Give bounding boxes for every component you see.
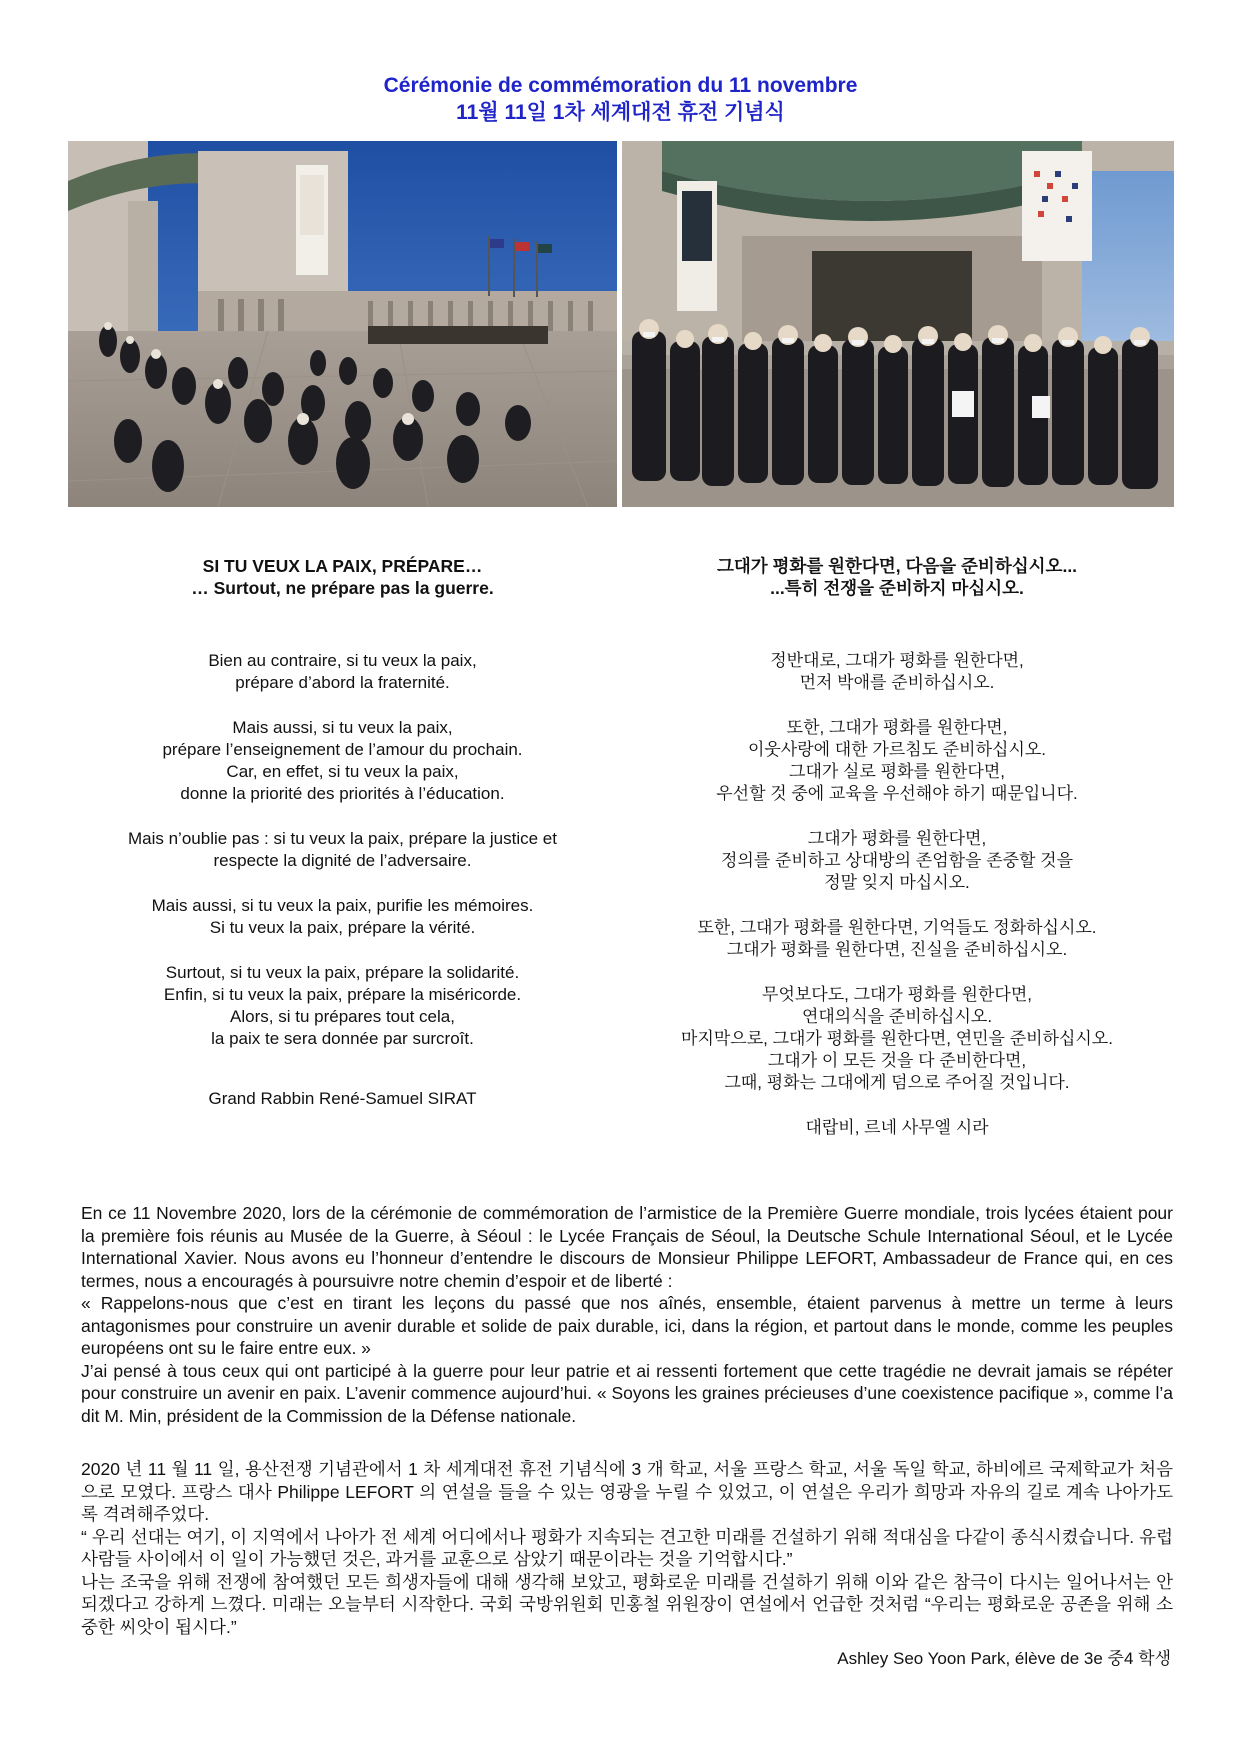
poem-line: 또한, 그대가 평화를 원한다면, 기억들도 정화하십시오. [697,918,1097,937]
article-quote: « Rappelons-nous que c’est en tirant les leçons du passé que nos aînés, ensemble, étaient parvenus à mettre un terme à leurs antagonismes pour construire un avenir durable et solide de paix durable, ici, dans la région, et partout dans le monde, comme les peuples européens ont su le faire entre eux. » [81,1293,1173,1358]
poem-line: Mais aussi, si tu veux la paix, [232,718,453,737]
article-paragraph: 2020 년 11 월 11 일, 용산전쟁 기념관에서 1 차 세계대전 휴전 기념식에 3 개 학교, 서울 프랑스 학교, 서울 독일 학교, 하비에르 국제학교가 처음으로 모였다. 프랑스 대사 Philippe LEFORT 의 연설을 들을 수 있는 영광을 누릴 수 있었고, 이 연설은 우리가 희망과 자유의 길로 계속 나아가도록 격려해주었다. [81,1459,1173,1524]
article-french [81,1202,1173,1427]
article-paragraph: J’ai pensé à tous ceux qui ont participé à la guerre pour leur patrie et ai ressenti fortement que cette tragédie ne devrait jamais se répéter pour construire un avenir en paix. L’avenir commence aujourd’hui. « Soyons les graines précieuses d’une coexistence pacifique », comme l’a dit M. Min, président de la Commission de la Défense nationale. [81,1360,1173,1426]
article-korean [81,1458,1173,1638]
poem-heading [622,555,1172,599]
poem-stanza [622,650,1172,694]
poem-line: prépare d’abord la fraternité. [235,673,450,692]
poem-stanza [70,650,615,694]
poem-line: Car, en effet, si tu veux la paix, [226,762,459,781]
poem-line: respecte la dignité de l’adversaire. [213,851,472,870]
poem-line: 이웃사랑에 대한 가르침도 준비하십시오. [747,740,1047,759]
poem-stanza [70,895,615,939]
title-korean: 11월 11일 1차 세계대전 휴전 기념식 [456,101,785,124]
poem-heading [70,555,615,599]
poem-heading-line: SI TU VEUX LA PAIX, PRÉPARE… [202,556,483,576]
poem-heading-line: ...특히 전쟁을 준비하지 마십시오. [770,578,1024,598]
poem-line: Alors, si tu prépares tout cela, [230,1007,455,1026]
poem-heading-line: 그대가 평화를 원한다면, 다음을 준비하십시오... [716,556,1078,576]
photo-group-students [622,141,1174,507]
poem-line: Si tu veux la paix, prépare la vérité. [209,918,476,937]
poem-line: 그대가 이 모든 것을 다 준비한다면, [767,1051,1027,1070]
author-signature: Ashley Seo Yoon Park, élève de 3e 중4 학생 [837,1649,1171,1668]
poem-line: Bien au contraire, si tu veux la paix, [208,651,477,670]
poem-line: Enfin, si tu veux la paix, prépare la miséricorde. [163,985,522,1004]
page-title [0,72,1241,126]
poem-stanza [622,984,1172,1094]
poem-line: 그대가 평화를 원한다면, [807,829,987,848]
poem-line: 정반대로, 그대가 평화를 원한다면, [770,651,1024,670]
poem-line: 그대가 평화를 원한다면, 진실을 준비하십시오. [726,940,1068,959]
poem-heading-line: … Surtout, ne prépare pas la guerre. [191,578,494,598]
title-french: Cérémonie de commémoration du 11 novembre [383,74,858,97]
poem-line: 정말 잊지 마십시오. [824,873,970,892]
article-paragraph: 나는 조국을 위해 전쟁에 참여했던 모든 희생자들에 대해 생각해 보았고, 평화로운 미래를 건설하기 위해 이와 같은 참극이 다시는 일어나서는 안 되겠다고 강하게 느꼈다. 미래는 오늘부터 시작한다. 국회 국방위원회 민홍철 위원장이 연설에서 언급한 것처럼 “우리는 평화로운 공존을 위해 소중한 씨앗이 됩시다.” [81,1571,1173,1637]
poem-line: 그대가 실로 평화를 원한다면, [789,762,1005,781]
poem-author: 대랍비, 르네 사무엘 시라 [805,1118,989,1137]
poem-line: donne la priorité des priorités à l’éducation. [180,784,505,803]
poem-line: 정의를 준비하고 상대방의 존엄함을 존중할 것을 [720,851,1074,870]
poem-stanza [70,828,615,872]
photo-ceremony-seated [68,141,617,507]
poem-stanza [622,917,1172,961]
poem-line: 마지막으로, 그대가 평화를 원한다면, 연민을 준비하십시오. [681,1029,1113,1048]
poem-line: 먼저 박애를 준비하십시오. [799,673,995,692]
poem-line: Mais aussi, si tu veux la paix, purifie les mémoires. [151,896,534,915]
poem-line: 그때, 평화는 그대에게 덤으로 주어질 것입니다. [724,1073,1070,1092]
poem-french [70,555,615,1110]
poem-line: Mais n’oublie pas : si tu veux la paix, prépare la justice et [127,829,557,848]
poem-line: 우선할 것 중에 교육을 우선해야 하기 때문입니다. [716,784,1078,803]
poem-line: 연대의식을 준비하십시오. [801,1007,993,1026]
poem-stanza [70,717,615,805]
poem-stanza [622,717,1172,805]
poem-line: 또한, 그대가 평화를 원한다면, [786,718,1008,737]
poem-line: 무엇보다도, 그대가 평화를 원한다면, [762,985,1032,1004]
poem-line: la paix te sera donnée par surcroît. [211,1029,474,1048]
poem-line: prépare l’enseignement de l’amour du prochain. [162,740,523,759]
poem-korean [622,555,1172,1139]
poem-line: Surtout, si tu veux la paix, prépare la solidarité. [165,963,520,982]
poem-author: Grand Rabbin René-Samuel SIRAT [208,1089,477,1108]
poem-stanza [622,828,1172,894]
poem-stanza [70,962,615,1050]
article-paragraph: En ce 11 Novembre 2020, lors de la cérémonie de commémoration de l’armistice de la Première Guerre mondiale, trois lycées étaient pour la première fois réunis au Musée de la Guerre, à Séoul : le Lycée Français de Séoul, la Deutsche Schule International Séoul, et le Lycée International Xavier. Nous avons eu l’honneur d’entendre le discours de Monsieur Philippe LEFORT, Ambassadeur de France qui, en ces termes, nous a encouragés à poursuivre notre chemin d’espoir et de liberté : [81,1203,1173,1291]
article-quote: “ 우리 선대는 여기, 이 지역에서 나아가 전 세계 어디에서나 평화가 지속되는 견고한 미래를 건설하기 위해 적대심을 다같이 종식시켰습니다. 유럽 사람들 사이에서 이 일이 가능했던 것은, 과거를 교훈으로 삼았기 때문이라는 것을 기억합시다.” [81,1526,1173,1569]
